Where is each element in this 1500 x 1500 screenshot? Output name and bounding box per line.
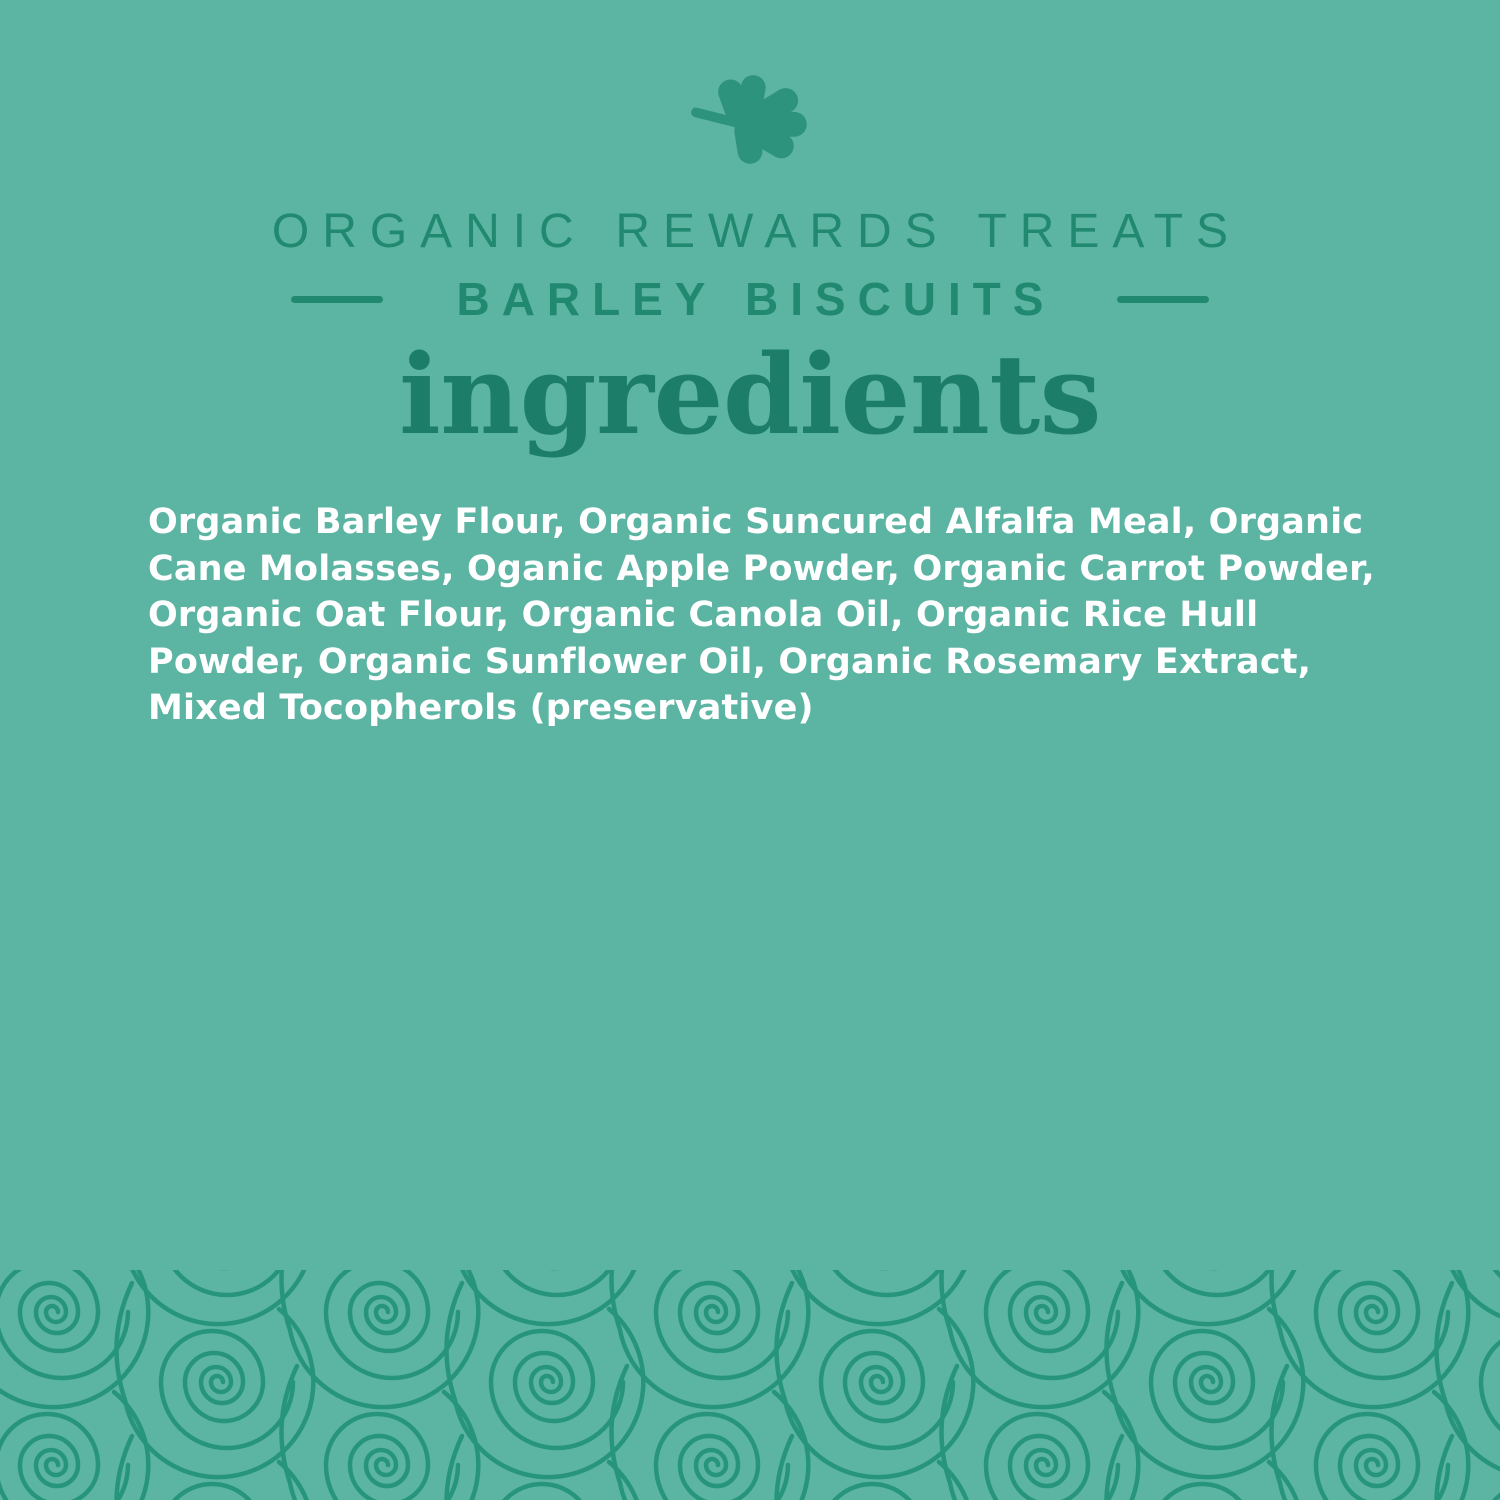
ingredients-line: Cane Molasses, Oganic Apple Powder, Organic Carrot Powder,	[148, 548, 1375, 589]
right-dash-rule	[1117, 296, 1209, 303]
ingredients-line: Organic Oat Flour, Organic Canola Oil, Organic Rice Hull	[148, 595, 1259, 636]
swirl-pattern-band	[0, 1270, 1500, 1500]
ingredients-line: Powder, Organic Sunflower Oil, Organic Rosemary Extract,	[148, 641, 1312, 682]
section-title: ingredients	[399, 330, 1101, 459]
ingredients-line: Organic Barley Flour, Organic Suncured Alfalfa Meal, Organic	[148, 502, 1364, 542]
ingredients-line: Mixed Tocopherols (preservative)	[148, 688, 814, 729]
brand-heading: ORGANIC REWARDS TREATS	[271, 205, 1242, 258]
leaf-sprig-icon	[0, 72, 1500, 168]
product-heading: BARLEY BISCUITS	[456, 273, 1056, 325]
left-dash-rule	[291, 296, 383, 303]
product-heading-row	[0, 272, 1500, 326]
ingredients-paragraph	[148, 499, 1408, 732]
